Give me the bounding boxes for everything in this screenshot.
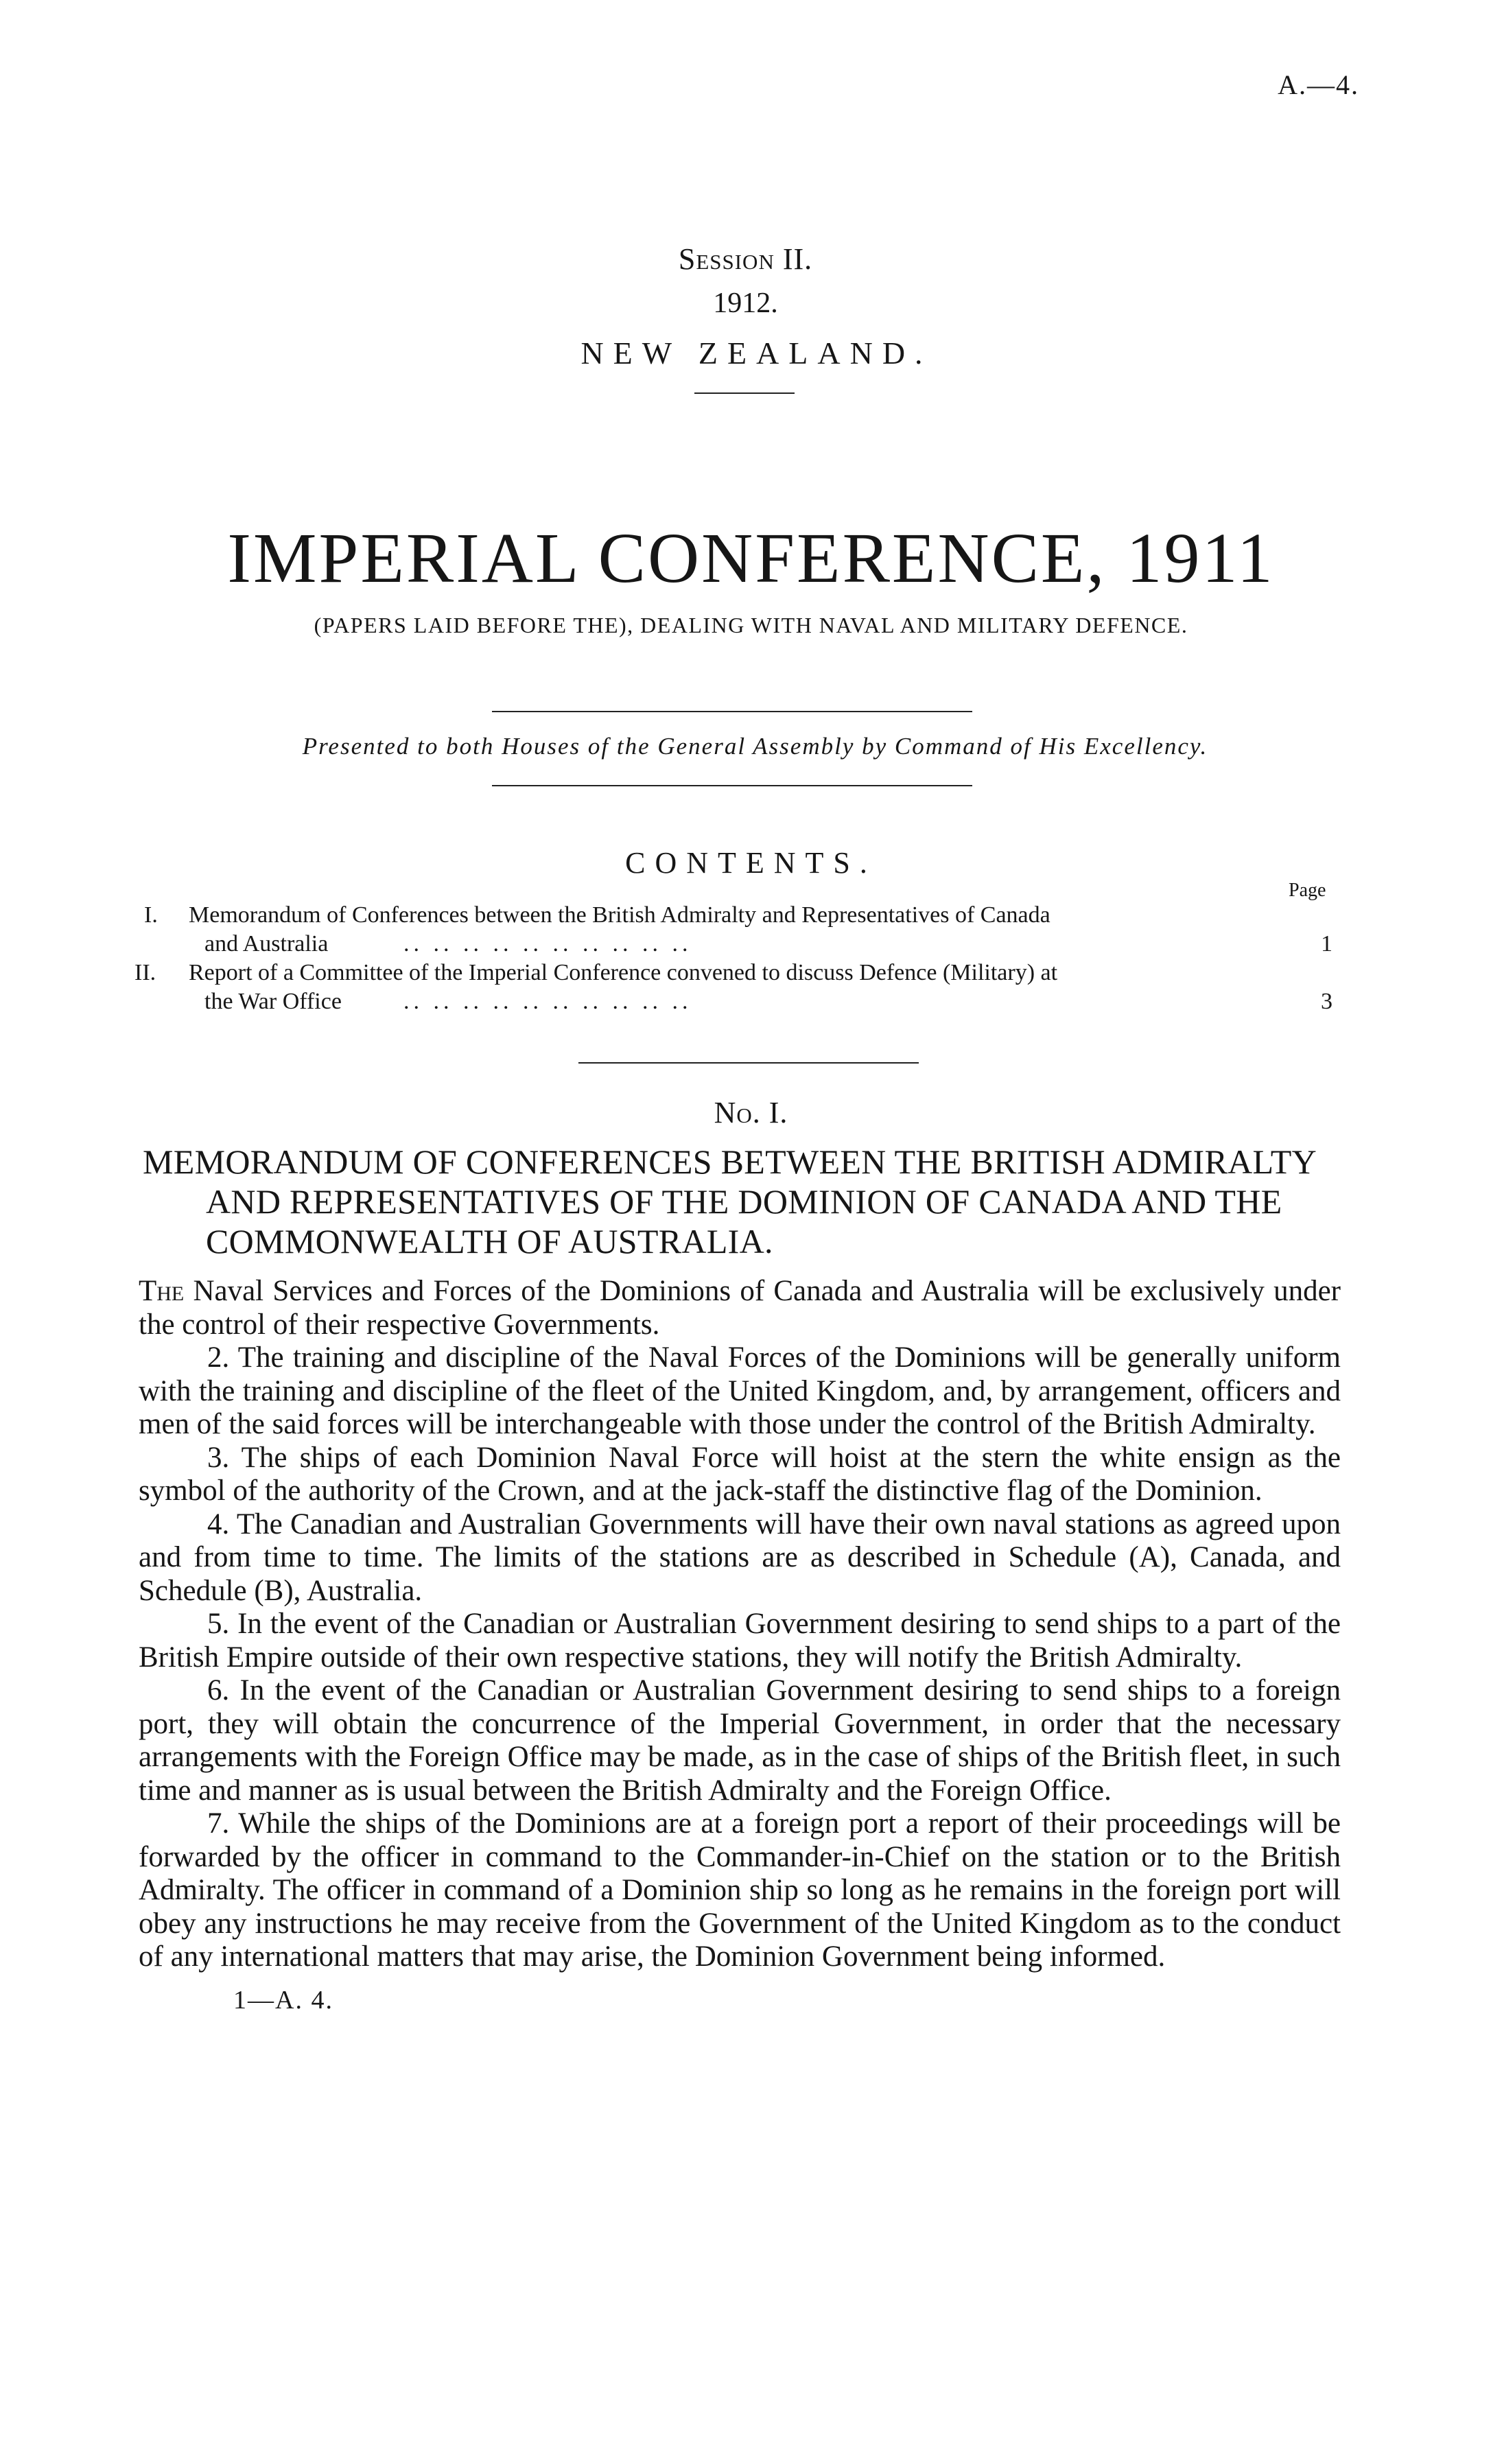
- paragraph: 3. The ships of each Dominion Naval Force will hoist at the stern the white ensign as the symbol of the authority of the Crown, and at the jack-staff the distinctive flag of the Dominion.: [139, 1441, 1341, 1507]
- contents-page-label: Page: [1289, 880, 1326, 901]
- spacer: [139, 1974, 1341, 1984]
- toc-item-page: 1: [1321, 931, 1332, 957]
- toc-item-number: I.: [144, 902, 158, 928]
- toc-leader-dots: .. .. .. .. .. .. .. .. .. ..: [403, 989, 692, 1014]
- paragraph-text: Naval Services and Forces of the Dominions of Canada and Australia will be exclusively under the control of their respective Governments.: [139, 1275, 1341, 1341]
- toc-item-title-continued: the War Office: [204, 989, 342, 1014]
- session-heading: Session II.: [678, 242, 813, 276]
- contents-heading: CONTENTS.: [625, 846, 877, 880]
- footer-reference: 1—A. 4.: [233, 1985, 333, 2015]
- page-reference: A.—4.: [1278, 69, 1359, 100]
- body-text: [139, 1275, 1341, 2017]
- toc-item-title-continued: and Australia: [204, 931, 329, 957]
- document-subtitle: (PAPERS LAID BEFORE THE), DEALING WITH NAVAL AND MILITARY DEFENCE.: [314, 613, 1188, 637]
- country-heading: NEW ZEALAND.: [580, 336, 932, 371]
- paragraph: 2. The training and discipline of the Naval Forces of the Dominions will be generally uniform with the training and discipline of the fleet of the United Kingdom, and, by arrangement, officers and men of the said forces will be interchangeable with those under the control of the British Admiralty.: [139, 1341, 1341, 1440]
- toc-item-number: II.: [134, 960, 156, 985]
- year-heading: 1912.: [713, 288, 778, 319]
- divider: [578, 1062, 919, 1064]
- section-title-line: AND REPRESENTATIVES OF THE DOMINION OF CANADA AND THE: [206, 1182, 1282, 1221]
- paragraph: [139, 1275, 1341, 1341]
- section-title-line: COMMONWEALTH OF AUSTRALIA.: [206, 1222, 773, 1260]
- toc-leader-dots: .. .. .. .. .. .. .. .. .. ..: [403, 931, 692, 957]
- paragraph: 5. In the event of the Canadian or Australian Government desiring to send ships to a part of the British Empire outside of their own respective stations, they will notify the British Admiralty.: [139, 1608, 1341, 1674]
- paragraph: 6. In the event of the Canadian or Australian Government desiring to send ships to a foreign port, they will obtain the concurrence of the Imperial Government, in order that the necessary arrangements with the Foreign Office may be made, as in the case of ships of the British fleet, in such time and manner as is usual between the British Admiralty and the Foreign Office.: [139, 1674, 1341, 1807]
- paragraph-lead-word: The: [139, 1275, 185, 1307]
- toc-item-title: Memorandum of Conferences between the British Admiralty and Representatives of Canada: [189, 902, 1050, 928]
- toc-item-page: 3: [1321, 989, 1332, 1014]
- paragraph: 7. While the ships of the Dominions are at a foreign port a report of their proceedings will be forwarded by the officer in command to the Commander-in-Chief on the station or to the British Admiralty. The officer in command of a Dominion ship so long as he remains in the foreign port will obey any instructions he may receive from the Government of the United Kingdom as to the conduct of any international matters that may arise, the Dominion Government being informed.: [139, 1807, 1341, 1973]
- divider: [492, 785, 972, 786]
- document-title: IMPERIAL CONFERENCE, 1911: [227, 519, 1275, 598]
- section-title-line: MEMORANDUM OF CONFERENCES BETWEEN THE BRITISH ADMIRALTY: [143, 1142, 1317, 1181]
- paragraph: 4. The Canadian and Australian Governments will have their own naval stations as agreed upon and from time to time. The limits of the stations are as described in Schedule (A), Canada, and Schedule (B), Australia.: [139, 1507, 1341, 1607]
- divider: [694, 392, 795, 394]
- section-number: No. I.: [714, 1096, 788, 1129]
- section-title: [143, 1142, 1350, 1261]
- toc-item-title: Report of a Committee of the Imperial Conference convened to discuss Defence (Military) at: [189, 960, 1058, 985]
- presented-line: Presented to both Houses of the General Assembly by Command of His Excellency.: [302, 733, 1208, 760]
- divider: [492, 711, 972, 712]
